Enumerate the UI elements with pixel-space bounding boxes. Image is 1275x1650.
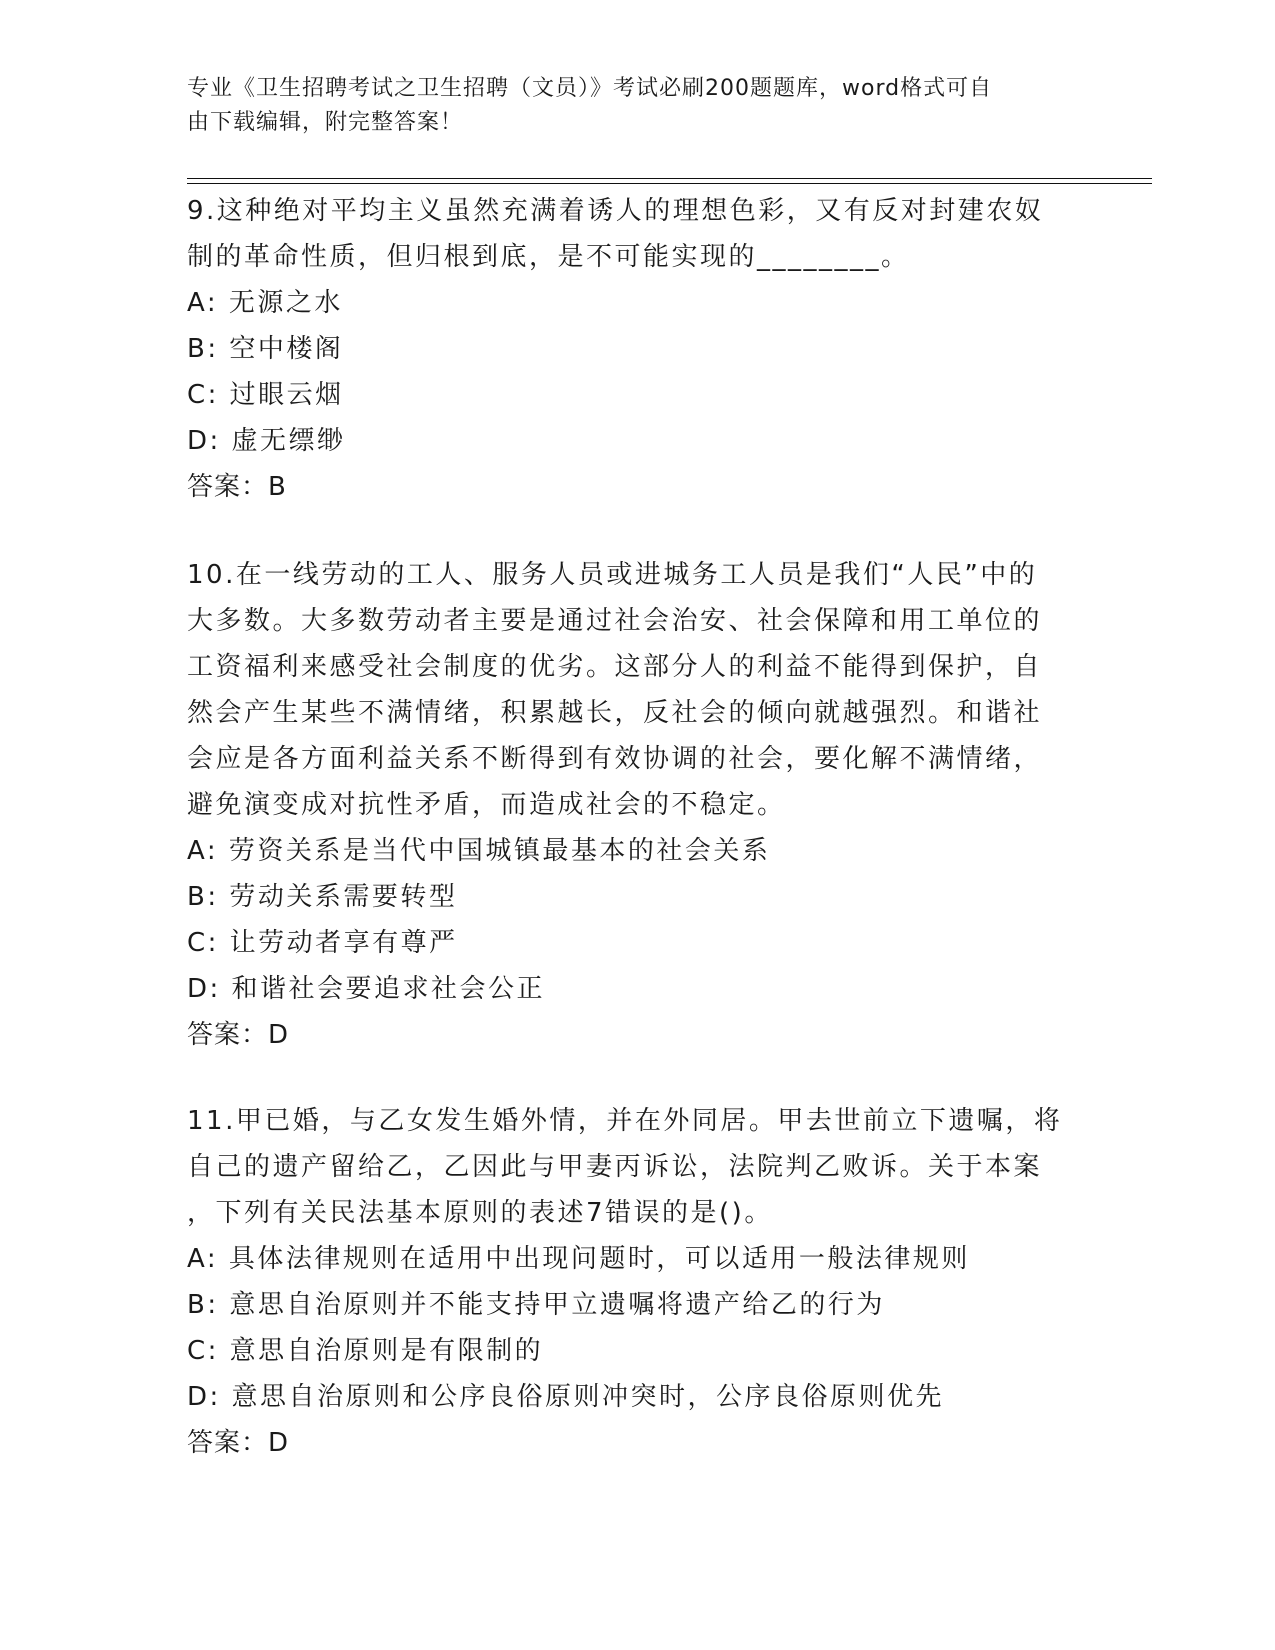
question-stem-line: 9.这种绝对平均主义虽然充满着诱人的理想色彩，又有反对封建农奴 — [187, 196, 1044, 226]
document-header — [187, 72, 1067, 140]
option-d: D: 虚无缥缈 — [187, 426, 346, 456]
question-list — [187, 188, 1087, 1508]
option-a: A: 无源之水 — [187, 288, 343, 318]
question-stem-line: 会应是各方面利益关系不断得到有效协调的社会，要化解不满情绪， — [187, 744, 1043, 774]
option-b: B: 意思自治原则并不能支持甲立遗嘱将遗产给乙的行为 — [187, 1290, 885, 1320]
question-stem-line: 避免演变成对抗性矛盾，而造成社会的不稳定。 — [187, 790, 786, 820]
question-block-9 — [187, 188, 1087, 510]
header-divider-bottom — [187, 183, 1152, 184]
option-a: A: 具体法律规则在适用中出现问题时，可以适用一般法律规则 — [187, 1244, 970, 1274]
answer-line: 答案：D — [187, 1428, 290, 1458]
header-line-2: 由下载编辑，附完整答案！ — [187, 110, 464, 135]
question-stem-line: 自己的遗产留给乙，乙因此与甲妻丙诉讼，法院判乙败诉。关于本案 — [187, 1152, 1043, 1182]
option-d: D: 和谐社会要追求社会公正 — [187, 974, 546, 1004]
option-c: C: 让劳动者享有尊严 — [187, 928, 458, 958]
option-c: C: 意思自治原则是有限制的 — [187, 1336, 544, 1366]
question-stem-line: 10.在一线劳动的工人、服务人员或进城务工人员是我们“人民”中的 — [187, 560, 1038, 590]
header-line-1: 专业《卫生招聘考试之卫生招聘（文员）》考试必刷200题题库，word格式可自 — [187, 76, 993, 101]
option-b: B: 劳动关系需要转型 — [187, 882, 458, 912]
question-stem-line: 11.甲已婚，与乙女发生婚外情，并在外同居。甲去世前立下遗嘱，将 — [187, 1106, 1063, 1136]
question-block-10 — [187, 552, 1087, 1058]
option-a: A: 劳资关系是当代中国城镇最基本的社会关系 — [187, 836, 771, 866]
header-divider-top — [187, 178, 1152, 179]
question-stem-line: 然会产生某些不满情绪，积累越长，反社会的倾向就越强烈。和谐社 — [187, 698, 1043, 728]
question-stem-line: ，下列有关民法基本原则的表述7错误的是()。 — [187, 1198, 773, 1228]
question-stem-line: 制的革命性质，但归根到底，是不可能实现的________。 — [187, 242, 910, 272]
option-d: D: 意思自治原则和公序良俗原则冲突时，公序良俗原则优先 — [187, 1382, 945, 1412]
question-block-11 — [187, 1098, 1087, 1466]
question-stem-line: 工资福利来感受社会制度的优劣。这部分人的利益不能得到保护，自 — [187, 652, 1043, 682]
option-c: C: 过眼云烟 — [187, 380, 344, 410]
answer-line: 答案：D — [187, 1020, 290, 1050]
option-b: B: 空中楼阁 — [187, 334, 344, 364]
answer-line: 答案：B — [187, 472, 287, 502]
question-stem-line: 大多数。大多数劳动者主要是通过社会治安、社会保障和用工单位的 — [187, 606, 1043, 636]
